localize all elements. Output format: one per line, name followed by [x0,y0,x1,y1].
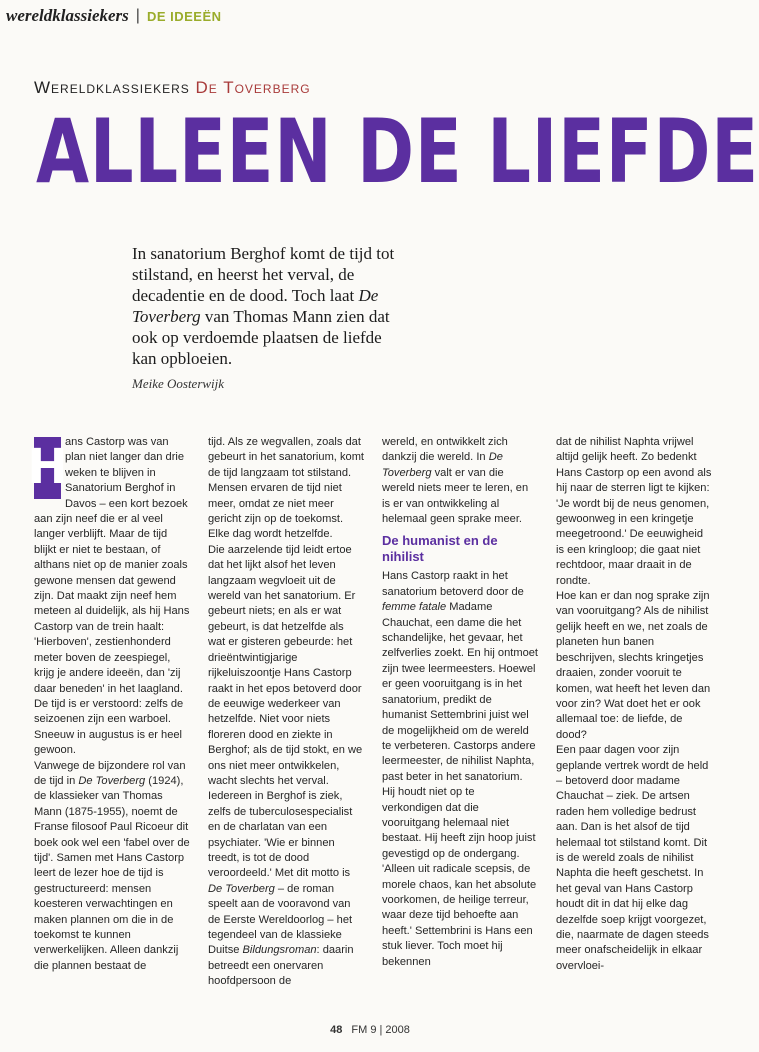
page-footer [0,1024,740,1036]
term-inline: femme fatale [382,601,447,614]
paragraph-text: wereld, en ontwikkelt zich dankzij die wereld. In [382,436,508,464]
genre-term-inline: Bildungsroman [242,944,317,957]
lead-text-end: van Thomas Mann zien dat ook op verdoemde plaatsen de liefde kan opbloeien. [132,307,390,368]
kicker-series: Wereldklassiekers [34,78,190,97]
paragraph [208,543,364,990]
section-subheading: De humanist en de nihilist [382,533,498,565]
paragraph-text: valt er van die wereld niets meer te leren, en is er van ontwikkeling al helemaal geen sprake meer. [382,466,529,526]
paragraph: ans Castorp was van plan niet langer dan drie weken te blijven in Sanatorium Berghof in Davos – een kort bezoek aan zijn neef die er al veel langer verblijft. Maar de tijd blijkt er niet te bestaan, of althans niet op de manier zoals gewone mensen dat gewend zijn. Dat maakt zijn neef hem meteen al duidelijk, als hij Hans Castorp van de trein haalt: 'Hierboven', zestienhonderd meter boven de zeespiegel, krijg je andere ideeën, dan 'zij daar beneden' in het laagland. De tijd is er verstoord: zelfs de seizoenen zijn een warboel. Sneeuw in augustus is er heel gewoon. [34,436,190,757]
running-head-separator: | [135,7,140,24]
paragraph: dat de nihilist Naphta vrijwel altijd gelijk heeft. Zo bedenkt Hans Castorp op een avond als hij naar de sterren ligt te kijken: 'Je wordt bij de neus genomen, gewoonweg in een kringetje meegetroond.' De eeuwigheid is een kringloop; die gaat niet rechtdoor, maar draait in de rondte. [556,436,712,587]
body-column-3 [382,435,538,1015]
book-title-inline: De Toverberg [208,882,275,895]
drop-cap: H [34,437,61,499]
lead-text-start: In sanatorium Berghof komt de tijd tot stilstand, en heerst het verval, de decadentie en de dood. Toch laat [132,244,395,305]
issue-label: FM 9 | 2008 [351,1024,410,1036]
paragraph-text: (1924), de klassieker van Thomas Mann (1875-1955), noemt de Franse filosoof Paul Ricoeur dit boek ook wel een 'fabel over de tijd'. Samen met Hans Castorp leert de lezer hoe de tijd is gestructureerd: mensen koesteren verwachtingen en maken plannen om die in de toekomst te kunnen verwerkelijken. Alleen dankzij die plannen bestaat de [34,774,190,972]
article-title: ALLEEN DE LIEFDE [36,100,759,203]
paragraph-text: Madame Chauchat, een dame die het schandelijke, het gevaar, het zelfverlies zoekt. En hij ontmoet zijn twee leermeesters. Hoewel er geen vooruitgang is in het sanatorium, predikt de humanist Settembrini juist wel de mogelijkheid om de wereld te verbeteren. Castorps andere leermeester, de nihilist Naphta, past beter in het sanatorium. Hij houdt niet op te verkondigen dat die vooruitgang helemaal niet bestaat. Hij heeft zijn hoop juist gevestigd op de ondergang. 'Alleen uit radicale scepsis, de morele chaos, kan het absolute voorkomen, de heilige terreur, waar deze tijd behoefte aan heeft.' Settembrini is Hans een stuk liever. Toch moet hij bekennen [382,601,539,968]
article-lead [132,243,402,369]
paragraph-text: Die aarzelende tijd leidt ertoe dat het lijkt alsof het leven langzaam wegvloeit uit de wereld van het sanatorium. Er gebeurt niets; en als er wat gebeurt, is dat hetzelfde als wat er gisteren gebeurde: het drieëntwintigjarige rijkeluiszoontje Hans Castorp raakt in het epos betoverd door de eeuwige wederkeer van hetzelfde. Niet voor niets floreren dood en ziekte in Berghof; als de tijd stokt, en we ons niet meer ontwikkelen, wacht slechts het verval. Iedereen in Berghof is ziek, zelfs de tuberculosespecialist en de charlatan van een psychiater. 'Wie er binnen treedt, is tot de dood veroordeeld.' Met dit motto is [208,543,363,880]
kicker-book-title: De Toverberg [195,78,311,97]
paragraph [34,759,190,975]
lead-book-title: De Toverberg [132,286,379,326]
running-head [6,6,222,26]
body-column-2 [208,435,364,1015]
body-column-1 [27,435,190,1015]
body-column-4 [556,435,712,1015]
running-head-series: wereldklassiekers [6,6,129,25]
author-byline: Meike Oosterwijk [132,376,225,391]
running-head-section: DE IDEEËN [146,8,222,24]
paragraph: tijd. Als ze wegvallen, zoals dat gebeurt in het sanatorium, komt de tijd langzaam tot stilstand. Mensen ervaren de tijd niet meer, omdat ze niet meer gericht zijn op de toekomst. Elke dag wordt hetzelfde. [208,436,365,541]
paragraph [382,569,538,970]
paragraph: Een paar dagen voor zijn geplande vertrek wordt de held – betoverd door madame Chauchat – ziek. De artsen raden hem volledige bedrust aan. Dan is het alsof de tijd helemaal tot stilstand komt. Dit is de wereld zoals de nihilist Naphta die heeft geschetst. In het geval van Hans Castorp houdt dit in dat hij elke dag dezelfde soep krijgt voorgezet, die, naarmate de dagen steeds meer onafscheidelijk in elkaar overvloei- [556,744,709,972]
page-number: 48 [330,1024,343,1036]
paragraph: Hoe kan er dan nog sprake zijn van vooruitgang? Als de nihilist gelijk heeft en we, net zoals de planeten hun banen beschrijven, slechts kringetjes draaien, zonder vooruit te komen, wat heeft het leven dan voor zin? Wat doet het er ook allemaal toe: de liefde, de dood? [556,590,711,741]
book-title-inline: De Toverberg [382,451,503,479]
paragraph [382,435,538,527]
book-title-inline: De Toverberg [78,774,146,787]
body-columns [27,435,714,1015]
paragraph-text: Hans Castorp raakt in het sanatorium betoverd door de [382,570,524,598]
paragraph-text: Vanwege de bijzondere rol van de tijd in [34,759,186,787]
paragraph-text: – de roman speelt aan de vooravond van de Eerste Wereldoorlog – het tegendeel van de klassieke Duitse [208,882,353,957]
paragraph-text: : daarin betreedt een onervaren hoofdpersoon de [208,944,354,988]
article-kicker [34,78,311,98]
